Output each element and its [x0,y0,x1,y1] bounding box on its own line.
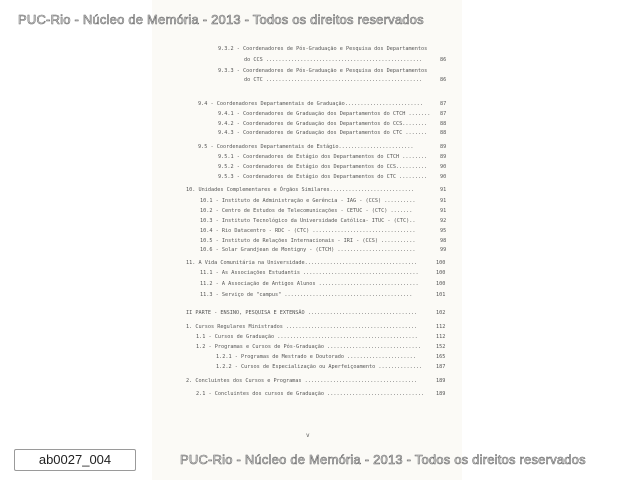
document-id-text: ab0027_004 [38,452,112,467]
toc-entry-text: 9.3.2 - Coordenadores de Pós-Graduação e Pesquisa dos Departamentos [218,46,428,52]
toc-entry-page: 87 [440,101,447,107]
toc-entry-page: 189 [436,391,446,397]
toc-entry-page: 86 [440,77,447,83]
toc-entry [200,198,447,204]
toc-entry-text: 9.3.3 - Coordenadores de Pós-Graduação e Pesquisa dos Departamentos [218,68,428,74]
toc-entry-page: 86 [440,57,447,63]
toc-entry-page: 99 [440,247,447,253]
toc-entry-text: 11.1 - As Associações Estudantis ..................................... [200,270,419,276]
toc-entry [198,101,447,107]
toc-entry-page: 100 [436,270,446,276]
toc-entry [200,218,447,224]
toc-entry [196,334,446,340]
toc-entry-text: 10.3 - Instituto Tecnológico da Universidade Católica- ITUC - (CTC).. [200,218,416,224]
toc-entry [186,187,447,193]
toc-entry [200,228,447,234]
toc-entry-page: 91 [440,187,447,193]
toc-entry-text: 10.2 - Centro de Estudos de Telecomunicações - CETUC - (CTC) ....... [200,208,413,214]
toc-entry-text: do CCS .................................................. [244,57,423,63]
toc-entry [218,174,447,180]
toc-entry-page: 87 [440,111,447,117]
toc-entry [200,281,446,287]
toc-entry-page: 90 [440,164,447,170]
watermark-bottom: PUC-Rio - Núcleo de Memória - 2013 - Todos os direitos reservados [180,452,586,467]
toc-entry-page: 95 [440,228,447,234]
toc-entry-page: 88 [440,130,447,136]
toc-entry-page: 102 [436,310,446,316]
toc-entry-text: 9.5.1 - Coordenadores de Estágio dos Departamentos do CTCH ........ [218,154,428,160]
toc-entry [200,247,447,253]
toc-entry-text: 1. Cursos Regulares Ministrados .......................................... [186,324,418,330]
toc-entry [200,208,447,214]
toc-entry [196,344,446,350]
toc-entry [200,238,447,244]
toc-entry-page: 112 [436,334,446,340]
toc-entry-text: 1.2 - Programas e Cursos de Pós-Graduação .............................. [196,344,421,350]
toc-entry [216,364,446,370]
toc-entry [186,324,446,330]
toc-entry [244,57,447,63]
toc-entry-page: 112 [436,324,446,330]
toc-entry-text: 1.1 - Cursos de Graduação ............................................. [196,334,418,340]
toc-entry [218,46,427,52]
watermark-top: PUC-Rio - Núcleo de Memória - 2013 - Todos os direitos reservados [18,12,424,27]
toc-entry-text: 9.5.3 - Coordenadores de Estágio dos Departamentos do CTC ......... [218,174,428,180]
toc-entry-text: 1.2.2 - Cursos de Especialização ou Aperfeiçoamento .............. [216,364,423,370]
toc-entry-text: 9.4.2 - Coordenadores de Graduação dos Departamentos do CCS........ [218,121,428,127]
toc-entry-page: 101 [436,292,446,298]
toc-entry [216,354,446,360]
toc-entry-text: 10.1 - Instituto de Administração e Gerência - IAG - (CCS) .......... [200,198,416,204]
page-number: v [306,432,310,439]
toc-entry-page: 152 [436,344,446,350]
toc-entry [196,391,446,397]
toc-entry-page: 91 [440,208,447,214]
toc-entry-text: 1.2.1 - Programas de Mestrado e Doutorado ...................... [216,354,416,360]
toc-entry [186,378,446,384]
toc-entry-page: 88 [440,121,447,127]
toc-entry-page: 91 [440,198,447,204]
toc-entry-text: II PARTE - ENSINO, PESQUISA E EXTENSÃO ................................... [186,310,418,316]
toc-entry [218,68,427,74]
toc-entry [186,310,446,316]
toc-entry-text: 9.4.1 - Coordenadores de Graduação dos Departamentos do CTCH ....... [218,111,431,117]
toc-entry-text: 10. Unidades Complementares e Órgãos Similares........................... [186,187,414,193]
toc-entry-text: 10.6 - Solar Grandjean de Montigny - (CTCH) ......................... [200,247,416,253]
toc-entry-text: 11.3 - Serviço de "campus" ......................................... [200,292,413,298]
toc-entry-text: do CTC .................................................. [244,77,423,83]
toc-entry-text: 9.5 - Coordenadores Departamentais de Estágio........................ [198,144,414,150]
toc-entry-text: 9.5.2 - Coordenadores de Estágio dos Departamentos do CCS.......... [218,164,428,170]
toc-entry [186,260,446,266]
toc-entry-text: 10.5 - Instituto de Relações Internacionais - IRI - (CCS) ........... [200,238,416,244]
toc-entry [218,111,447,117]
toc-entry-text: 11. A Vida Comunitária na Universidade.................................... [186,260,418,266]
toc-entry-text: 2. Concluintes dos Cursos e Programas .................................... [186,378,418,384]
toc-entry-text: 2.1 - Concluintes dos cursos de Graduação ............................... [196,391,424,397]
toc-entry-page: 100 [436,260,446,266]
toc-entry-page: 90 [440,174,447,180]
toc-entry-page: 98 [440,238,447,244]
toc-entry [218,164,447,170]
toc-entry-text: 11.2 - A Associação de Antigos Alunos ................................ [200,281,419,287]
toc-entry [198,144,447,150]
toc-entry-page: 187 [436,364,446,370]
toc-entry-text: 9.4 - Coordenadores Departamentais de Graduação......................... [198,101,423,107]
toc-entry-page: 92 [440,218,447,224]
toc-entry-page: 165 [436,354,446,360]
document-id-label [14,449,136,471]
toc-entry [200,292,446,298]
toc-entry-page: 100 [436,281,446,287]
toc-entry [244,77,447,83]
toc-entry [218,130,447,136]
toc-entry-page: 189 [436,378,446,384]
toc-entry [218,121,447,127]
toc-entry-page: 89 [440,144,447,150]
toc-entry [200,270,446,276]
toc-entry-text: 9.4.3 - Coordenadores de Graduação dos Departamentos do CTC ....... [218,130,428,136]
toc-entry [218,154,447,160]
toc-entry-text: 10.4 - Rio Datacentro - RDC - (CTC) ................................. [200,228,416,234]
toc-entry-page: 89 [440,154,447,160]
